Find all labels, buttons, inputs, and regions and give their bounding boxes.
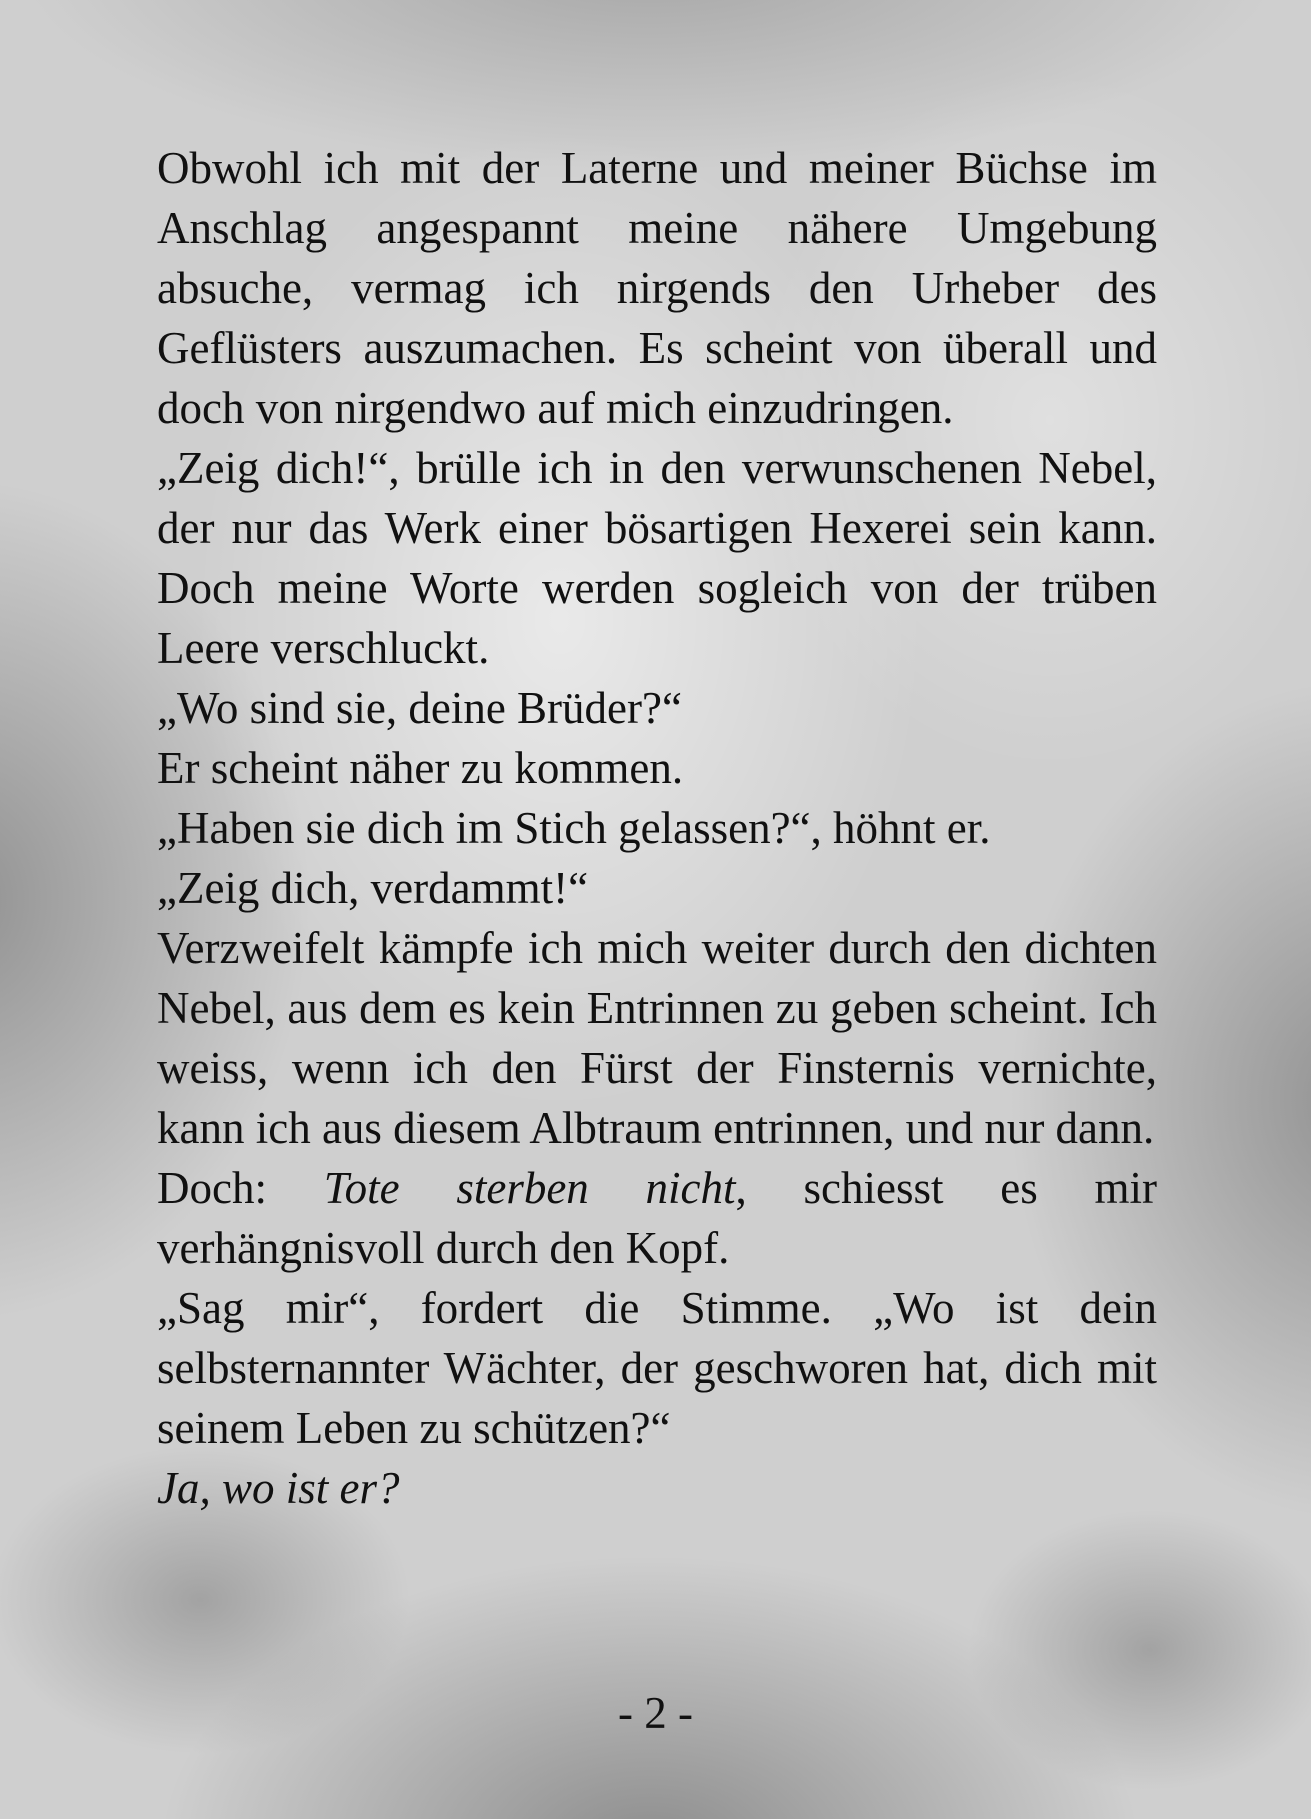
- page-text: [157, 138, 1157, 1518]
- doch-tail: , schiesst es mir verhängnisvoll durch den Kopf.: [157, 1163, 1157, 1273]
- paragraph-sag: „Sag mir“, fordert die Stimme. „Wo ist dein selbsternannter Wächter, der geschworen hat, dich mit seinem Leben zu schützen?“: [157, 1283, 1157, 1453]
- paragraph: „Haben sie dich im Stich gelassen?“, höhnt er.: [157, 803, 991, 853]
- paragraph-final: [157, 1458, 1157, 1518]
- paragraph: „Wo sind sie, deine Brüder?“: [157, 683, 682, 733]
- doch-lead: Doch:: [157, 1163, 324, 1213]
- paragraph: Verzweifelt kämpfe ich mich weiter durch den dichten Nebel, aus dem es kein Entrinnen zu geben scheint. Ich weiss, wenn ich den Fürst der Finsternis vernichte, kann ich aus diesem Albtraum entrinnen, und nur dann.: [157, 923, 1157, 1153]
- paragraph: Er scheint näher zu kommen.: [157, 743, 684, 793]
- paragraph: „Zeig dich!“, brülle ich in den verwunschenen Nebel, der nur das Werk einer bösartigen Hexerei sein kann. Doch meine Worte werden sogleich von der trüben Leere verschluckt.: [157, 443, 1157, 673]
- page-number: - 2 -: [618, 1688, 693, 1738]
- paragraph: Obwohl ich mit der Laterne und meiner Büchse im Anschlag angespannt meine nähere Umgebung absuche, vermag ich nirgends den Urheber des Geflüsters auszumachen. Es scheint von überall und doch von nirgendwo auf mich einzudringen.: [157, 143, 1157, 433]
- paragraph: „Zeig dich, verdammt!“: [157, 863, 589, 913]
- final-italic-line: Ja, wo ist er?: [157, 1463, 400, 1513]
- doch-italic: Tote sterben nicht: [323, 1163, 736, 1213]
- paragraph-doch: [157, 1158, 1157, 1278]
